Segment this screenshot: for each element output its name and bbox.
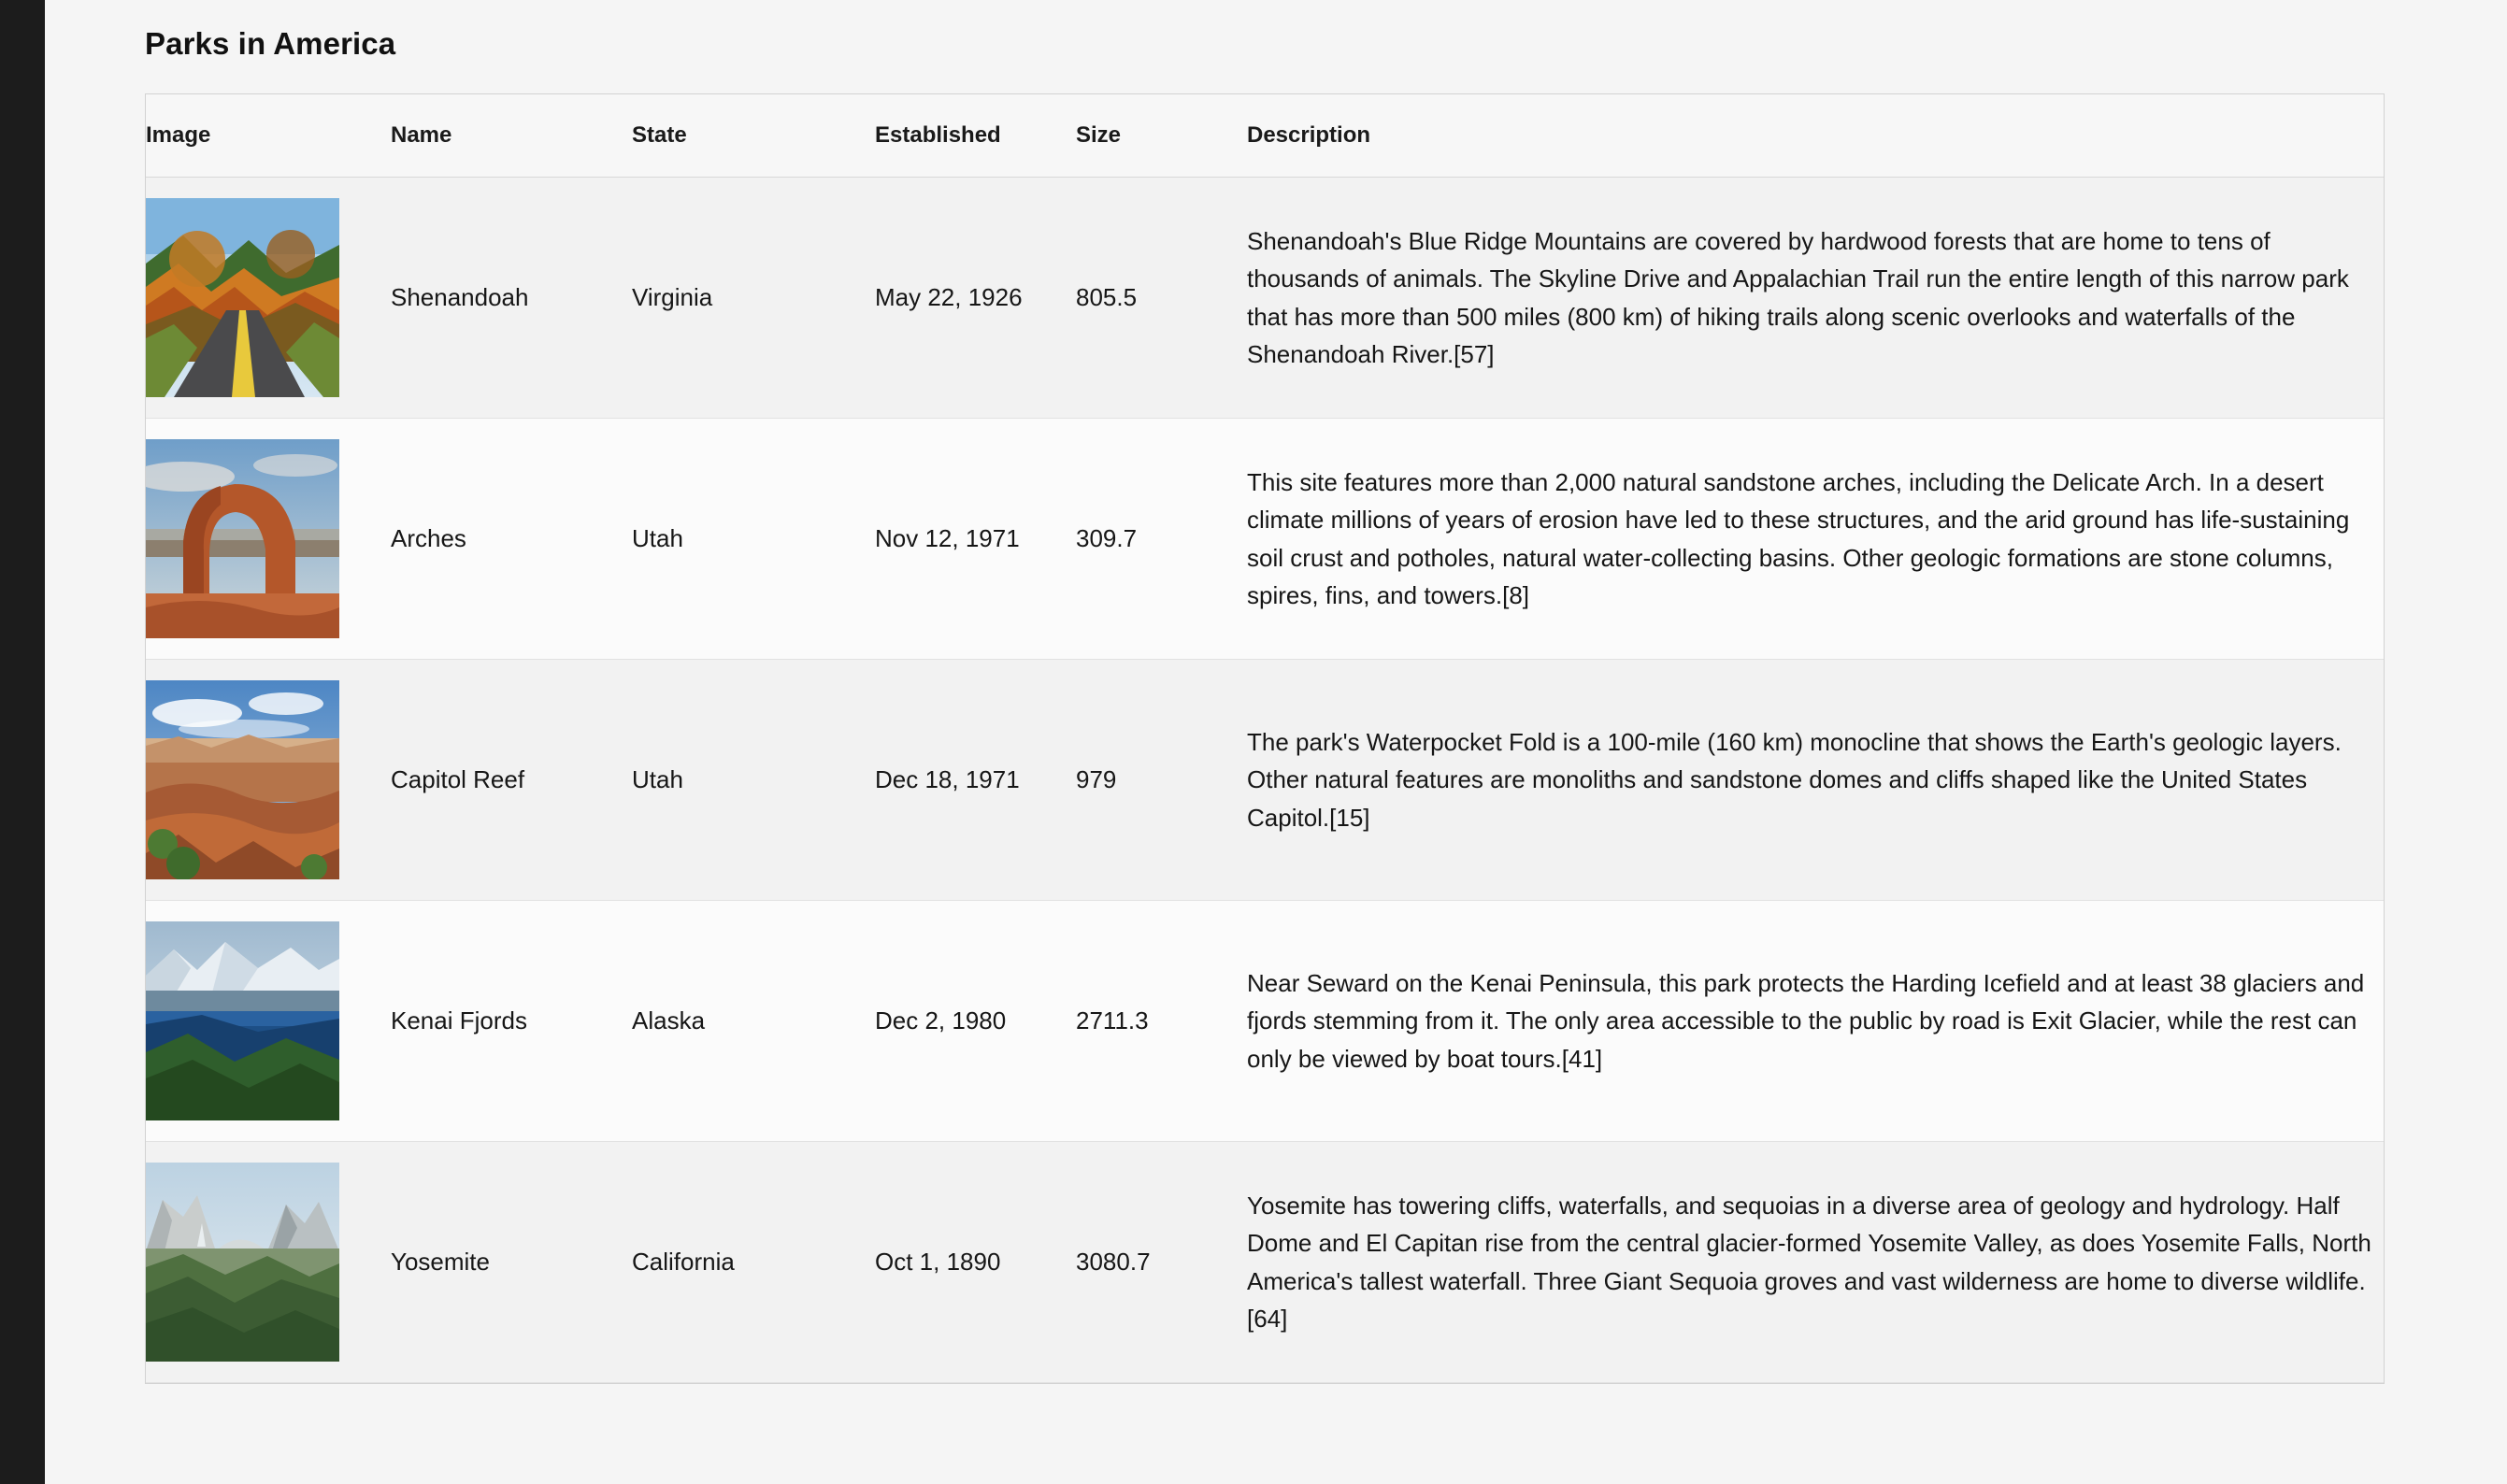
row-description-cell: This site features more than 2,000 natural sandstone arches, including the Delicate Arch. In a desert climate millions of years of erosion have led to these structures, and the arid ground has life-sustaining soil crust and potholes, natural water-collecting basins. Other geologic formations are stone columns, spires, fins, and towers.[8]: [1247, 419, 2384, 660]
row-name-cell: Shenandoah: [391, 178, 632, 419]
table-row: [146, 178, 2384, 419]
shenandoah-thumbnail: [146, 198, 339, 397]
page-title: Parks in America: [145, 26, 396, 61]
parks-table: [146, 94, 2384, 1383]
row-image-cell: [146, 660, 391, 901]
arches-thumbnail: [146, 439, 339, 638]
row-size-cell: 805.5: [1076, 178, 1247, 419]
row-size-cell: 309.7: [1076, 419, 1247, 660]
kenai-fjords-thumbnail: [146, 921, 339, 1120]
row-description-cell: The park's Waterpocket Fold is a 100-mile (160 km) monocline that shows the Earth's geologic layers. Other natural features are monoliths and sandstone domes and cliffs shaped like the United States Capitol.[15]: [1247, 660, 2384, 901]
row-state-cell: Alaska: [632, 901, 875, 1142]
row-established-cell: May 22, 1926: [875, 178, 1076, 419]
table-row: [146, 1142, 2384, 1383]
parks-table-container: [145, 93, 2385, 1384]
row-name-cell: Capitol Reef: [391, 660, 632, 901]
row-state-cell: Utah: [632, 660, 875, 901]
row-size-cell: 3080.7: [1076, 1142, 1247, 1383]
column-header-image: Image: [146, 94, 391, 178]
row-established-cell: Oct 1, 1890: [875, 1142, 1076, 1383]
row-size-cell: 979: [1076, 660, 1247, 901]
row-name-cell: Yosemite: [391, 1142, 632, 1383]
row-established-cell: Dec 2, 1980: [875, 901, 1076, 1142]
capitol-reef-thumbnail: [146, 680, 339, 879]
row-image-cell: [146, 901, 391, 1142]
row-image-cell: [146, 419, 391, 660]
table-header: [146, 94, 2384, 178]
row-established-cell: Nov 12, 1971: [875, 419, 1076, 660]
table-body: [146, 178, 2384, 1383]
row-image-cell: [146, 1142, 391, 1383]
table-header-row: [146, 94, 2384, 178]
column-header-size: Size: [1076, 94, 1247, 178]
row-description-cell: Near Seward on the Kenai Peninsula, this park protects the Harding Icefield and at least 38 glaciers and fjords stemming from it. The only area accessible to the public by road is Exit Glacier, while the rest can only be viewed by boat tours.[41]: [1247, 901, 2384, 1142]
column-header-name: Name: [391, 94, 632, 178]
row-size-cell: 2711.3: [1076, 901, 1247, 1142]
yosemite-thumbnail: [146, 1163, 339, 1362]
table-row: [146, 660, 2384, 901]
row-description-cell: Yosemite has towering cliffs, waterfalls, and sequoias in a diverse area of geology and hydrology. Half Dome and El Capitan rise from the central glacier-formed Yosemite Valley, as does Yosemite Falls, North America's tallest waterfall. Three Giant Sequoia groves and vast wilderness are home to diverse wildlife.[64]: [1247, 1142, 2384, 1383]
row-name-cell: Arches: [391, 419, 632, 660]
row-state-cell: Utah: [632, 419, 875, 660]
table-row: [146, 901, 2384, 1142]
row-established-cell: Dec 18, 1971: [875, 660, 1076, 901]
column-header-state: State: [632, 94, 875, 178]
table-row: [146, 419, 2384, 660]
column-header-description: Description: [1247, 94, 2384, 178]
row-image-cell: [146, 178, 391, 419]
row-state-cell: California: [632, 1142, 875, 1383]
row-name-cell: Kenai Fjords: [391, 901, 632, 1142]
column-header-established: Established: [875, 94, 1076, 178]
row-state-cell: Virginia: [632, 178, 875, 419]
row-description-cell: Shenandoah's Blue Ridge Mountains are covered by hardwood forests that are home to tens of thousands of animals. The Skyline Drive and Appalachian Trail run the entire length of this narrow park that has more than 500 miles (800 km) of hiking trails along scenic overlooks and waterfalls of the Shenandoah River.[57]: [1247, 178, 2384, 419]
page-container: [45, 0, 2507, 1484]
